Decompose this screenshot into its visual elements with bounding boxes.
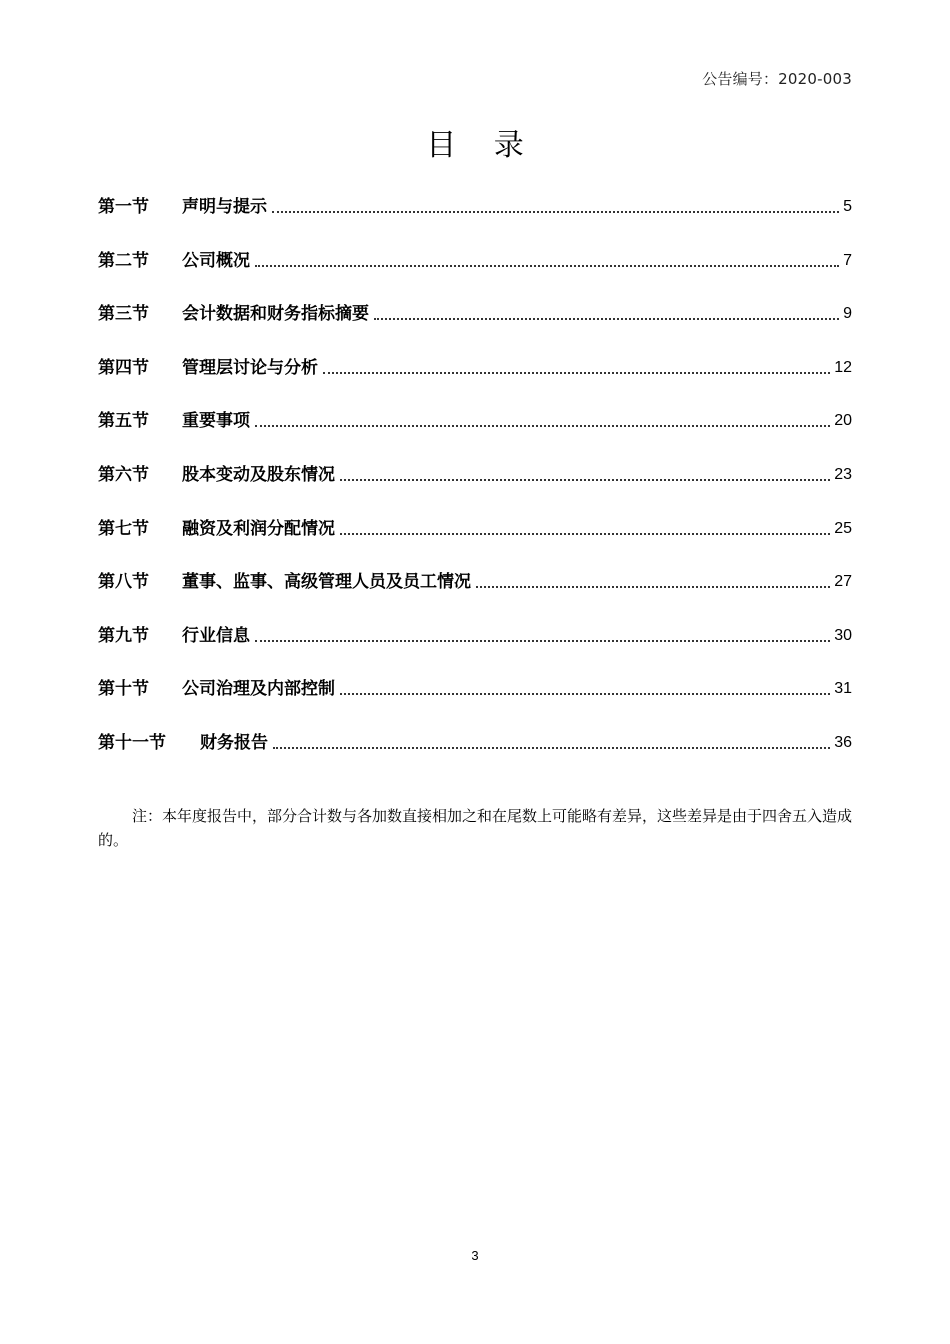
toc-dot-leader (255, 408, 830, 434)
toc-section-label: 第一节 (98, 197, 149, 217)
toc-section-label: 第二节 (98, 250, 149, 271)
toc-page-number: 25 (834, 519, 852, 537)
toc-dot-leader (340, 516, 830, 542)
toc-section-title: 管理层讨论与分析 (182, 357, 318, 378)
toc-section-label: 第十节 (98, 679, 149, 700)
toc-section-title: 会计数据和财务指标摘要 (182, 304, 369, 325)
toc-page-number: 30 (834, 626, 852, 644)
toc-dot-leader (255, 248, 839, 274)
toc-dot-leader (340, 676, 830, 702)
toc-page-number: 7 (843, 251, 852, 269)
toc-section-title: 股本变动及股东情况 (182, 464, 335, 485)
toc-section-title: 声明与提示 (182, 197, 267, 217)
toc-dot-leader (476, 569, 830, 595)
toc-entry-3[interactable] (98, 301, 852, 355)
toc-dot-leader (255, 623, 830, 649)
toc-entry-11[interactable] (98, 730, 852, 784)
toc-page-number: 27 (834, 573, 852, 591)
toc-dot-leader (323, 355, 830, 381)
toc-entry-6[interactable] (98, 462, 852, 516)
toc-page-number: 5 (843, 198, 852, 215)
toc-dot-leader (272, 194, 839, 220)
toc-page-number: 9 (843, 305, 852, 323)
toc-section-label: 第十一节 (98, 732, 166, 753)
toc-page-number: 31 (834, 680, 852, 698)
toc-section-label: 第五节 (98, 411, 149, 432)
toc-entry-10[interactable] (98, 676, 852, 730)
toc-dot-leader (273, 730, 830, 756)
toc-page-number: 36 (834, 733, 852, 751)
table-of-contents (98, 194, 852, 784)
toc-page-number: 12 (834, 358, 852, 376)
toc-section-title: 公司概况 (182, 250, 250, 271)
rounding-note: 注：本年度报告中，部分合计数与各加数直接相加之和在尾数上可能略有差异，这些差异是由于四舍五入造成的。 (98, 807, 853, 849)
toc-section-title: 行业信息 (182, 625, 250, 646)
toc-page-number: 23 (834, 465, 852, 483)
toc-entry-4[interactable] (98, 355, 852, 409)
page-title: 目 录 (426, 128, 538, 163)
toc-section-title: 重要事项 (182, 411, 250, 432)
toc-dot-leader (340, 462, 830, 488)
toc-section-label: 第三节 (98, 304, 149, 325)
toc-page-number: 20 (834, 412, 852, 430)
announcement-number: 公告编号：2020-003 (702, 70, 852, 88)
toc-entry-9[interactable] (98, 623, 852, 677)
toc-section-label: 第四节 (98, 357, 149, 378)
toc-entry-5[interactable] (98, 408, 852, 462)
toc-dot-leader (374, 301, 839, 327)
toc-section-title: 董事、监事、高级管理人员及员工情况 (182, 572, 471, 593)
toc-section-title: 公司治理及内部控制 (182, 679, 335, 700)
toc-entry-8[interactable] (98, 569, 852, 623)
toc-section-label: 第六节 (98, 464, 149, 485)
toc-section-label: 第七节 (98, 518, 149, 539)
toc-section-title: 融资及利润分配情况 (182, 518, 335, 539)
toc-section-label: 第八节 (98, 572, 149, 593)
page-number: 3 (471, 1248, 479, 1263)
toc-section-title: 财务报告 (200, 732, 268, 753)
toc-entry-7[interactable] (98, 516, 852, 570)
toc-entry-1[interactable] (98, 194, 852, 248)
toc-entry-2[interactable] (98, 248, 852, 302)
toc-section-label: 第九节 (98, 625, 149, 646)
